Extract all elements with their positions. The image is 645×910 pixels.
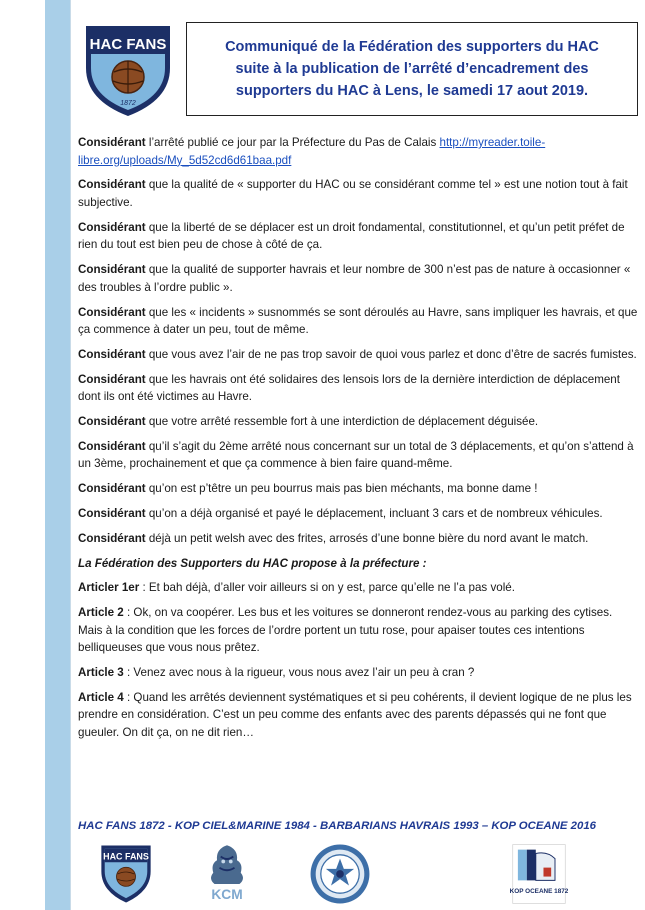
proposal-intro: La Fédération des Supporters du HAC propose à la préfecture :	[78, 556, 427, 570]
paragraph-text: que la qualité de « supporter du HAC ou se considérant comme tel » est une notion tout à fait subjective.	[78, 178, 628, 209]
paragraph-lead: Considérant	[78, 178, 146, 192]
logo-year: 1872	[120, 100, 136, 107]
paragraph-12	[78, 530, 638, 548]
article-text: : Ok, on va coopérer. Les bus et les voitures se donneront rendez-vous au parking des cytises. Mais à la condition que les forces de l’ordre portent un tutu rose, pour apaiser toutes ces intentions belliqueuses que vous nous prêtez.	[78, 606, 613, 655]
paragraph-lead: Considérant	[78, 372, 146, 386]
paragraph-text: qu’il s’agit du 2ème arrêté nous concernant sur un total de 3 déplacements, et qu’on s’attend à un 3ème, prochainement et que ça commence à bien faire quand-même.	[78, 439, 634, 471]
paragraph-1	[78, 134, 638, 169]
footer-logo1-text: HAC FANS	[103, 851, 149, 862]
paragraph-4	[78, 261, 638, 296]
paragraph-7	[78, 371, 638, 406]
paragraph-2	[78, 176, 638, 211]
paragraph-text: qu’on est p’têtre un peu bourrus mais pas bien méchants, ma bonne dame !	[145, 482, 538, 496]
footer-logo4-text: KOP OCEANE 1872	[510, 888, 568, 896]
paragraph-text: déjà un petit welsh avec des frites, arrosés d’une bonne bière du nord avant le match.	[145, 531, 589, 545]
title-box	[186, 22, 638, 116]
kop-oceane-logo	[510, 842, 568, 906]
blue-stripe	[45, 0, 70, 910]
title-line-1: Communiqué de la Fédération des supporters du HAC	[225, 39, 599, 55]
paragraph-lead: Considérant	[78, 506, 146, 520]
article-text: : Quand les arrêtés deviennent systématiques et si peu cohérents, il devient logique de ne plus les prendre en considération. C’est un peu comme des enfants avec des parents dépassés qui ne font que gueuler. On dit ça, on ne dit rien…	[78, 690, 632, 740]
article-1	[78, 579, 638, 597]
paragraph-text: que votre arrêté ressemble fort à une interdiction de déplacement déguisée.	[145, 415, 539, 429]
supporter-groups-line: HAC FANS 1872 - KOP CIEL&MARINE 1984 - BARBARIANS HAVRAIS 1993 – KOP OCEANE 2016	[78, 820, 596, 832]
paragraph-text: que les « incidents » susnommés se sont déroulés au Havre, sans impliquer les havrais, et que ça commence à dater un peu, tout de même.	[78, 305, 638, 337]
article-4	[78, 689, 638, 742]
title-line-3: supporters du HAC à Lens, le samedi 17 aout 2019.	[235, 83, 589, 99]
paragraph-lead: Considérant	[78, 531, 146, 545]
article-lead: Article 2	[78, 606, 124, 620]
paragraph-text: que vous avez l’air de ne pas trop savoir de quoi vous parlez et donc d’être de sacrés fumistes.	[145, 347, 637, 361]
paragraph-text: que la qualité de supporter havrais et leur nombre de 300 n’est pas de nature à occasionner « des troubles à l’ordre public ».	[78, 263, 631, 294]
paragraph-text: que les havrais ont été solidaires des lensois lors de la dernière interdiction de déplacement dont ils ont été victimes au Havre.	[78, 372, 620, 404]
paragraph-8	[78, 413, 638, 431]
paragraph-3	[78, 219, 638, 254]
paragraph-text: qu’on a déjà organisé et payé le déplacement, incluant 3 cars et de nombreux véhicules.	[145, 506, 603, 520]
barbarians-havrais-logo	[308, 842, 372, 906]
article-lead: Article 4	[78, 690, 124, 704]
footer-logo2-text: KCM	[211, 887, 243, 902]
page-title	[225, 36, 599, 102]
communique-body	[78, 134, 638, 749]
article-3	[78, 664, 638, 682]
paragraph-10	[78, 480, 638, 498]
paragraph-9	[78, 438, 638, 473]
paragraph-lead: Considérant	[78, 415, 146, 429]
paragraph-lead: Considérant	[78, 263, 146, 277]
paragraph-lead: Considérant	[78, 482, 146, 496]
hac-fans-logo	[78, 20, 178, 120]
article-lead: Article 3	[78, 666, 124, 680]
paragraph-5	[78, 304, 638, 339]
article-2	[78, 604, 638, 657]
article-lead: Articler 1er	[78, 581, 140, 595]
article-text: : Venez avec nous à la rigueur, vous nous avez l’air un peu à cran ?	[123, 666, 475, 680]
title-line-2: suite à la publication de l’arrêté d’encadrement des	[235, 61, 589, 77]
prefecture-decree-link[interactable]: http://myreader.toile-libre.org/uploads/My_5d52cd6d61baa.pdf	[78, 136, 546, 167]
paragraph-text: que la liberté de se déplacer est un droit fondamental, constitutionnel, et qu’un petit préfet de rien du tout est bien peu de chose à côté de ça.	[78, 220, 625, 252]
paragraph-lead: Considérant	[78, 439, 146, 453]
footer-logos	[78, 842, 638, 908]
paragraph-lead: Considérant	[78, 136, 146, 149]
hac-fans-footer-logo	[98, 842, 154, 906]
paragraph-text: l’arrêté publié ce jour par la Préfecture du Pas de Calais	[145, 136, 440, 149]
logo-title: HAC FANS	[89, 36, 167, 53]
stripe-edge	[70, 0, 71, 910]
paragraph-lead: Considérant	[78, 347, 146, 361]
kop-ciel-marine-logo	[202, 842, 252, 906]
paragraph-lead: Considérant	[78, 305, 146, 319]
article-text: : Et bah déjà, d’aller voir ailleurs si on y est, parce qu’elle ne l’a pas volé.	[139, 581, 515, 595]
left-sidebar-decoration	[0, 0, 70, 910]
paragraph-6	[78, 346, 638, 364]
paragraph-lead: Considérant	[78, 220, 146, 234]
paragraph-11	[78, 505, 638, 523]
